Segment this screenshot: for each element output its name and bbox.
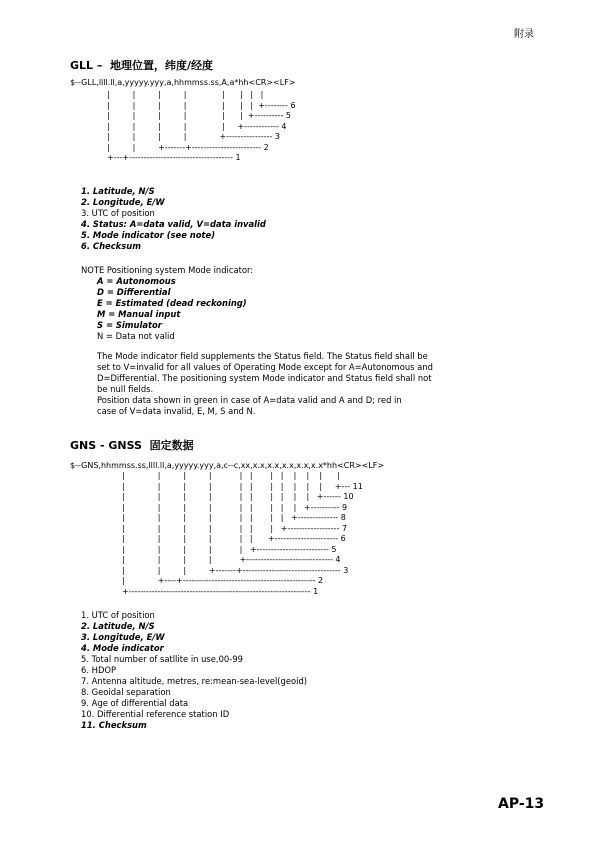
gll-field-list [81, 186, 266, 252]
gns-diagram-line: | | | | | | | | | | +------ 10 [122, 492, 354, 501]
page-header: 附录 [514, 29, 534, 40]
field-item: 10. Differential reference station ID [81, 709, 230, 719]
paragraph-line: set to V=invalid for all values of Operating Mode except for A=Autonomous and [97, 362, 433, 372]
gns-diagram-line: | | | | | | | | | | | | [122, 471, 340, 480]
gll-diagram-line: | | | | | | +---------- 5 [107, 111, 291, 120]
gll-format: $--GLL,llll.ll,a,yyyyy.yyy,a,hhmmss.ss,A,a*hh<CR><LF> [70, 78, 296, 87]
gll-diagram-line: +---+------------------------------------ 1 [107, 153, 241, 162]
field-item: 1. Latitude, N/S [81, 186, 155, 196]
paragraph-line: The Mode indicator field supplements the Status field. The Status field shall be [97, 351, 428, 361]
gll-mode-list [97, 276, 247, 342]
field-item: 6. Checksum [81, 241, 141, 251]
mode-item: A = Autonomous [97, 276, 176, 286]
mode-item: E = Estimated (dead reckoning) [97, 298, 247, 308]
field-item: 6. HDOP [81, 665, 117, 675]
gll-title: GLL – 地理位置，纬度/经度 [70, 59, 214, 72]
gns-diagram-line: | | | | | | | +------------------ 7 [122, 523, 348, 533]
gns-diagram-line: +--------------------------------------------------------------- 1 [122, 586, 319, 596]
mode-item: N = Data not valid [97, 331, 175, 341]
field-item: 2. Latitude, N/S [81, 621, 155, 631]
gns-title: GNS - GNSS 固定数据 [70, 439, 194, 452]
field-item: 11. Checksum [81, 720, 147, 730]
field-item: 5. Mode indicator (see note) [81, 230, 216, 240]
field-item: 5. Total number of satllite in use,00-99 [81, 654, 243, 664]
gns-diagram-line: | | | +-------+---------------------------------- 3 [122, 565, 349, 575]
field-item: 8. Geoidal separation [81, 687, 171, 697]
gns-diagram-line: | | | | | | | | | | | +--- 11 [122, 481, 363, 491]
gns-diagram-line: | | | | | | | | | +---------- 9 [122, 502, 348, 512]
paragraph-line: Position data shown in green in case of A=data valid and A and D; red in [97, 395, 402, 405]
field-item: 4. Status: A=data valid, V=data invalid [81, 219, 266, 229]
mode-item: M = Manual input [97, 309, 181, 319]
gll-diagram-line: | | | | | | | | [107, 90, 264, 99]
gll-diagram-line: | | | | | | | +-------- 6 [107, 100, 296, 110]
gns-diagram-line: | | | | | | +---------------------- 6 [122, 534, 346, 543]
gll-diagram-line: | | +-------+------------------------ 2 [107, 142, 269, 152]
mode-item: D = Differential [97, 287, 171, 297]
gns-diagram-line: | | | | | +------------------------- 5 [122, 544, 337, 554]
gns-format: $--GNS,hhmmss.ss,llll.ll,a,yyyyy.yyy,a,c--c,xx,x.x,x.x,x.x,x.x,x.x*hh<CR><LF> [70, 461, 385, 470]
gns-diagram-line: | | | | | | | | +-------------- 8 [122, 513, 346, 522]
gns-diagram-line: | | | | +------------------------------ 4 [122, 555, 341, 564]
paragraph-line: case of V=data invalid, E, M, S and N. [97, 406, 256, 416]
gns-field-list [81, 610, 307, 731]
gll-note-title: NOTE Positioning system Mode indicator: [81, 265, 254, 275]
field-item: 3. UTC of position [81, 208, 155, 218]
gns-diagram-line: | +----+---------------------------------------------- 2 [122, 576, 324, 585]
field-item: 4. Mode indicator [81, 643, 164, 653]
gll-note-paragraph [97, 351, 433, 417]
page-number: AP-13 [498, 796, 545, 812]
paragraph-line: be null fields. [97, 384, 154, 394]
field-item: 3. Longitude, E/W [81, 632, 165, 642]
mode-item: S = Simulator [97, 320, 162, 330]
field-item: 9. Age of differential data [81, 698, 189, 708]
field-item: 1. UTC of position [81, 610, 155, 620]
paragraph-line: D=Differential. The positioning system Mode indicator and Status field shall not [97, 373, 432, 383]
field-item: 2. Longitude, E/W [81, 197, 165, 207]
gll-diagram-line: | | | | +---------------- 3 [107, 132, 281, 141]
field-item: 7. Antenna altitude, metres, re:mean-sea-level(geoid) [81, 676, 308, 686]
gll-diagram-line: | | | | | +------------ 4 [107, 121, 287, 131]
